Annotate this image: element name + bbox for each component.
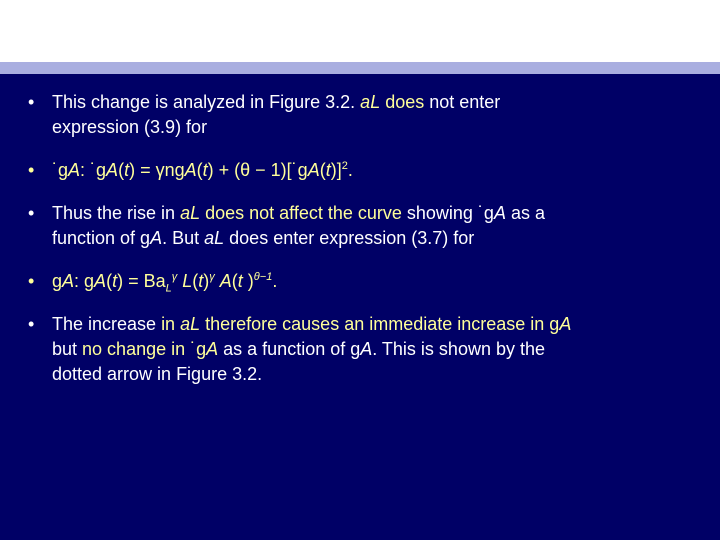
text-highlight: . [272,271,278,291]
text-highlight: t [112,271,118,291]
text-highlight: does [380,92,425,112]
text-highlight: A [68,160,81,180]
text-highlight: ) = Ba [117,271,166,291]
bullet-increase-in-aL [28,312,698,387]
text-highlight: does not affect the curve [200,203,402,223]
text-highlight: . [347,160,353,180]
text: L [214,228,225,248]
text: does enter expression (3.7) for [224,228,475,248]
text: . But [162,228,205,248]
text-highlight: therefore causes an immediate increase in g [200,314,560,334]
text-highlight: ) [203,271,210,291]
text-highlight: A [559,314,572,334]
text: . This is shown by the [372,339,545,359]
text: function of g [52,228,151,248]
text-highlight: A [214,271,232,291]
text: but [52,339,83,359]
text-highlight: A [184,160,197,180]
slide-body [0,74,720,540]
text-highlight: t [198,271,204,291]
text-highlight: A [307,160,320,180]
bullet-equation-gA-dot [28,158,698,183]
superscript: θ−1 [253,271,273,283]
superscript: γ [171,271,178,283]
text-highlight: : g [74,271,95,291]
text-highlight: A [62,271,75,291]
text-highlight: L [177,271,193,291]
text-highlight: ( [319,160,326,180]
text-highlight: ( [231,271,238,291]
bullet-list [28,90,698,405]
text: as a [505,203,545,223]
text-highlight: ( [196,160,203,180]
text-highlight: t [237,271,248,291]
bullet-figure-analysis [28,90,698,140]
text-highlight: A [106,160,119,180]
text-highlight: )] [330,160,342,180]
text-highlight: no change in ˙g [82,339,207,359]
text: showing ˙g [401,203,494,223]
title-area [0,0,720,62]
text-highlight: A [206,339,219,359]
text: as a function of g [218,339,361,359]
text-highlight: L [370,92,381,112]
superscript: 2 [341,160,348,172]
text-highlight: ˙g [52,160,69,180]
text-highlight: a [360,92,371,112]
text: a [204,228,215,248]
text-highlight: a [180,203,191,223]
text-highlight: A [94,271,107,291]
bullet-equation-gA [28,269,698,294]
text-highlight: a [180,314,191,334]
text-highlight: g [52,271,63,291]
text-highlight: ( [192,271,199,291]
bullet-rise-in-aL [28,201,698,251]
text: The increase [52,314,162,334]
text-highlight: L [190,203,201,223]
text: dotted arrow in Figure 3.2. [52,364,263,384]
text: A [493,203,506,223]
text-highlight: L [190,314,201,334]
text: Thus the rise in [52,203,181,223]
text-highlight: t [202,160,208,180]
text-highlight: ( [118,160,125,180]
text-highlight: t [325,160,331,180]
text: not enter [424,92,501,112]
subscript: L [165,282,172,295]
text-highlight: ) = γng [129,160,185,180]
text: This change is analyzed in Figure 3.2. [52,92,361,112]
header-rule [0,62,720,74]
text-highlight: ) [247,271,254,291]
text: A [360,339,373,359]
text: A [150,228,163,248]
superscript: γ [209,271,215,283]
text-highlight: : ˙g [80,160,107,180]
text-highlight: in [161,314,181,334]
text-highlight: t [124,160,130,180]
text-highlight: ) + (θ − 1)[˙g [207,160,308,180]
text-highlight: ( [106,271,113,291]
text: expression (3.9) for [52,117,208,137]
